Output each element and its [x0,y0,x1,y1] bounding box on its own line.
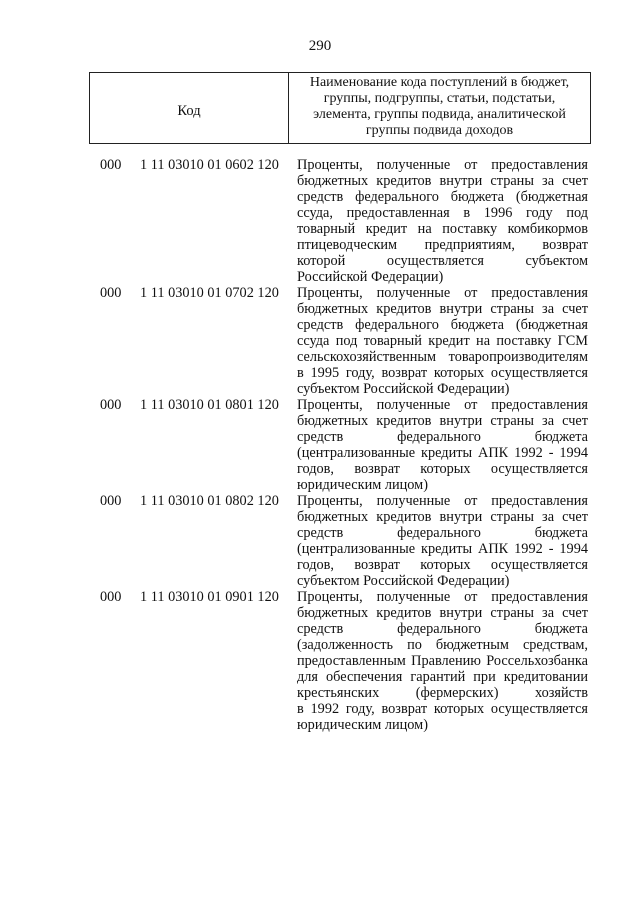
header-name-line: группы, подгруппы, статьи, подстатьи, [323,91,556,106]
description-line: Проценты, полученные от предоставления [297,493,588,509]
description-line: товарный кредит на поставку комбикормов [297,221,588,237]
description-line: бюджетных кредитов внутри страны за счет [297,509,588,525]
list-item [0,493,640,589]
description-line: субъектом Российской Федерации) [297,573,510,589]
revenue-description [297,493,588,589]
description-line: субъектом Российской Федерации) [297,381,510,397]
description-line: годов, возврат которых осуществляется [297,461,588,477]
description-line: годов, возврат которых осуществляется [297,557,588,573]
header-code-label: Код [90,73,289,143]
revenue-description [297,589,588,733]
admin-code: 000 [100,397,122,413]
revenue-code: 1 11 03010 01 0702 120 [140,285,279,301]
description-line: ссуда под товарный кредит на поставку ГСМ [297,333,588,349]
description-line: юридическим лицом) [297,477,428,493]
description-line: юридическим лицом) [297,717,428,733]
description-line: бюджетных кредитов внутри страны за счет [297,413,588,429]
admin-code: 000 [100,285,122,301]
description-line: предоставленным Правлению Россельхозбанка [297,653,588,669]
header-name-line: группы подвида доходов [365,123,514,138]
header-name-label [289,73,590,143]
description-line: в 1992 году, возврат которых осуществляется [297,701,588,717]
description-line: Российской Федерации) [297,269,444,285]
description-line: бюджетных кредитов внутри страны за счет [297,173,588,189]
revenue-description [297,397,588,493]
revenue-description [297,157,588,285]
description-line: Проценты, полученные от предоставления [297,285,588,301]
page-number: 290 [308,38,332,54]
description-line: крестьянских (фермерских) хозяйств [297,685,588,701]
description-line: (задолженность по бюджетным средствам, [297,637,588,653]
admin-code: 000 [100,157,122,173]
description-line: ссуда, предоставленная в 1996 году под [297,205,588,221]
revenue-description [297,285,588,397]
list-item [0,157,640,285]
admin-code: 000 [100,589,122,605]
description-line: Проценты, полученные от предоставления [297,589,588,605]
description-line: которой осуществляется субъектом [297,253,588,269]
revenue-code: 1 11 03010 01 0602 120 [140,157,279,173]
description-line: (централизованные кредиты АПК 1992 - 1994 [297,445,588,461]
list-item [0,589,640,733]
description-line: Проценты, полученные от предоставления [297,157,588,173]
header-name-line: элемента, группы подвида, аналитической [313,107,566,122]
revenue-code: 1 11 03010 01 0901 120 [140,589,279,605]
header-name-line: Наименование кода поступлений в бюджет, [309,75,570,90]
description-line: птицеводческим предприятиям, возврат [297,237,588,253]
description-line: для обеспечения гарантий при кредитовании [297,669,588,685]
description-line: Проценты, полученные от предоставления [297,397,588,413]
table-header [89,72,591,144]
description-line: средств федерального бюджета (бюджетная [297,317,588,333]
description-line: средств федерального бюджета (бюджетная [297,189,588,205]
description-line: сельскохозяйственным товаропроизводителям [297,349,588,365]
description-line: средств федерального бюджета [297,525,588,541]
revenue-code: 1 11 03010 01 0802 120 [140,493,279,509]
description-line: бюджетных кредитов внутри страны за счет [297,301,588,317]
revenue-code: 1 11 03010 01 0801 120 [140,397,279,413]
entries-list [0,157,640,733]
description-line: в 1995 году, возврат которых осуществляется [297,365,588,381]
list-item [0,397,640,493]
description-line: средств федерального бюджета [297,429,588,445]
description-line: (централизованные кредиты АПК 1992 - 1994 [297,541,588,557]
description-line: средств федерального бюджета [297,621,588,637]
description-line: бюджетных кредитов внутри страны за счет [297,605,588,621]
list-item [0,285,640,397]
admin-code: 000 [100,493,122,509]
